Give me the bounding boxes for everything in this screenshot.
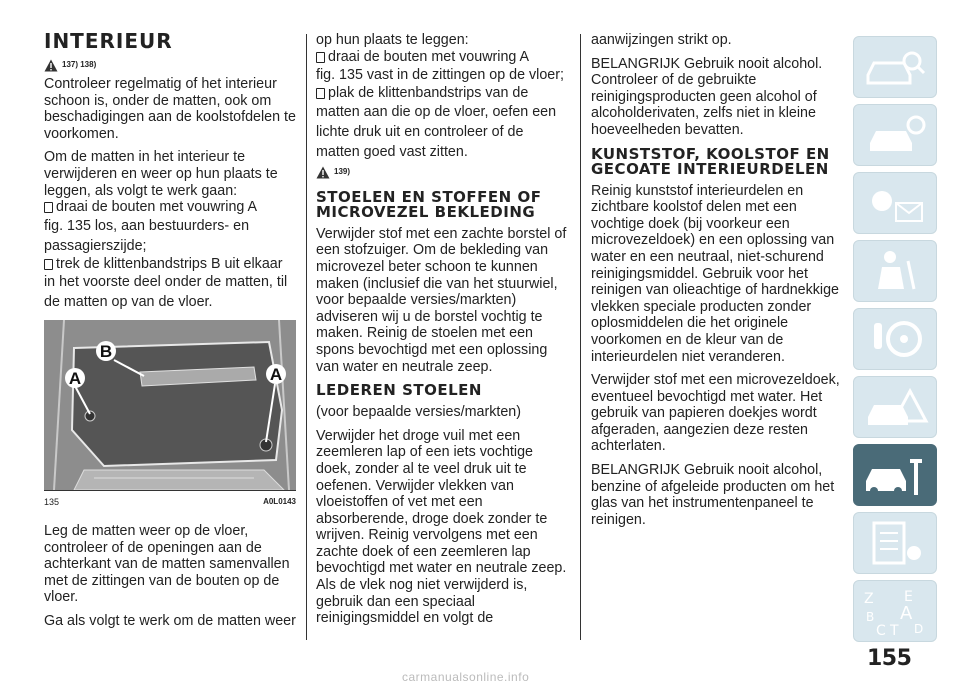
figure-label-a-right: A [269, 365, 283, 385]
steering-key-icon [854, 309, 936, 369]
column-divider [580, 34, 581, 640]
warning-reference [316, 164, 570, 182]
svg-text:E: E [904, 589, 913, 605]
warning-ref-text: 137) 138) [62, 59, 97, 69]
bullet-item: draai de bouten met vouwring A [44, 199, 296, 216]
svg-text:T: T [890, 623, 899, 639]
specifications-list-icon [854, 513, 936, 573]
seatbelt-airbag-icon [854, 241, 936, 301]
paragraph: fig. 135 los, aan bestuurders- en passagierszijde; [44, 217, 250, 254]
column-2 [316, 32, 570, 634]
checkbox-bullet-icon [44, 202, 53, 213]
paragraph: in het voorste deel onder de matten, til de matten op van de vloer. [44, 274, 288, 311]
checkbox-bullet-icon [316, 52, 325, 63]
figure-label-a-left: A [68, 369, 82, 389]
tab-warning-lights[interactable] [853, 172, 937, 234]
paragraph: aanwijzingen strikt op. [591, 32, 732, 48]
bullet-item: draai de bouten met vouwring A [316, 49, 570, 66]
warning-triangle-icon [316, 166, 330, 179]
column-1 [44, 30, 296, 637]
svg-text:A: A [900, 603, 913, 624]
warning-lights-envelope-icon [854, 173, 936, 233]
bullet-item: trek de klittenbandstrips B uit elkaar [44, 256, 296, 273]
section-title-interieur: INTERIEUR [44, 29, 173, 53]
car-info-icon [854, 105, 936, 165]
tab-emergency[interactable] [853, 376, 937, 438]
checkbox-bullet-icon [44, 259, 53, 270]
column-3 [591, 32, 841, 535]
paragraph: Controleer regelmatig of het interieur schoon is, onder de matten, ook om beschadigingen aan de koolstofdelen te voorkomen. [44, 76, 296, 142]
paragraph: Verwijder het droge vuil met een zeemleren lap of een iets vochtige doek, zonder al te veel druk uit te oefenen. Verwijder vlekken van vloeistoffen of vet met een absorberende, droge doek zonder te wrijven. Reinig vervolgens met een zachte doek of een zeemleren lap bevochtigd met water en neutrale zeep. Als de vlek nog niet verwijderd is, gebruik dan een speciaal reinigingsmiddel en volgt de [316, 427, 567, 627]
car-emergency-icon [854, 377, 936, 437]
watermark: carmanualsonline.info [402, 670, 530, 684]
car-maintenance-icon [854, 445, 936, 505]
paragraph: Ga als volgt te werk om de matten weer [44, 612, 296, 629]
figure-code: A0L0143 [263, 497, 296, 507]
tab-maintenance[interactable] [853, 444, 937, 506]
svg-text:D: D [914, 622, 924, 636]
floor-mat-illustration [44, 320, 296, 490]
section-heading: LEDEREN STOELEN [316, 381, 482, 400]
bullet-item: plak de klittenbandstrips van de [316, 85, 570, 102]
svg-text:B: B [866, 610, 875, 624]
section-heading: KUNSTSTOF, KOOLSTOF EN GECOATE INTERIEURDELEN [591, 144, 830, 178]
paragraph: fig. 135 vast in de zittingen op de vloer; [316, 67, 564, 84]
paragraph: Leg de matten weer op de vloer, controleer of de openingen aan de achterkant van de matten samenvallen met de zittingen van de bouten op de vloer. [44, 522, 290, 606]
car-search-icon [854, 37, 936, 97]
column-divider [306, 34, 307, 640]
figure-floor-mat [44, 320, 296, 490]
paragraph: BELANGRIJK Gebruik nooit alcohol, benzine of afgeleide producten om het glas van het instrumentenpaneel te reinigen. [591, 462, 835, 528]
warning-ref-text: 139) [334, 167, 351, 177]
tab-car-info[interactable] [853, 104, 937, 166]
paragraph: Om de matten in het interieur te verwijderen en weer op hun plaats te leggen, als volgt te werk gaan: [44, 149, 278, 199]
paragraph: (voor bepaalde versies/markten) [316, 404, 522, 421]
tab-starting-driving[interactable] [853, 308, 937, 370]
tab-safety[interactable] [853, 240, 937, 302]
paragraph: BELANGRIJK Gebruik nooit alcohol. Controleer of de gebruikte reinigingsproducten geen alcohol of alcoholderivaten, zelfs niet in kleine hoeveelheden bevatten. [591, 55, 823, 138]
tab-car-search[interactable] [853, 36, 937, 98]
svg-text:Z: Z [864, 591, 874, 607]
page-number: 155 [867, 646, 912, 671]
warning-triangle-icon [44, 59, 58, 72]
paragraph: Verwijder stof met een zachte borstel of een stofzuiger. Om de bekleding van microvezel beter schoon te kunnen maken (inclusief die van het stuurwiel, voor bepaalde versies/markten) adviseren wij u de borstel vochtig te maken. Reinig de stoelen met een spons bevochtigd met een oplossing van water en neutrale zeep. [316, 225, 567, 375]
alphabetic-index-icon [854, 581, 936, 641]
figure-caption [44, 490, 296, 511]
section-heading: STOELEN EN STOFFEN OF MICROVEZEL BEKLEDING [316, 187, 542, 221]
figure-number: 135 [44, 497, 60, 508]
warning-reference [44, 56, 296, 74]
figure-label-b: B [99, 342, 113, 362]
tab-specifications[interactable] [853, 512, 937, 574]
paragraph: op hun plaats te leggen: [316, 32, 469, 48]
paragraph: matten aan die op de vloer, oefen een lichte druk uit en controleer of de matten goed vast zitten. [316, 103, 557, 160]
svg-text:C: C [876, 623, 886, 639]
paragraph: Reinig kunststof interieurdelen en zichtbare koolstof delen met een vochtige doek (bij voorkeur een microvezeldoek) en een oplossing van water en een neutraal, niet-schurend reinigingsmiddel. Gebruik voor het reinigen van olieachtige of hardnekkige vlekken speciale producten zonder oplosmiddelen die het originele voorkomen en de kleur van de interieurdelen niet veranderen. [591, 182, 839, 365]
tab-index[interactable] [853, 580, 937, 642]
checkbox-bullet-icon [316, 88, 325, 99]
paragraph: Verwijder stof met een microvezeldoek, eventueel bevochtigd met water. Het gebruik van papieren doekjes wordt afgeraden, aangezien deze resten achterlaten. [591, 372, 840, 455]
